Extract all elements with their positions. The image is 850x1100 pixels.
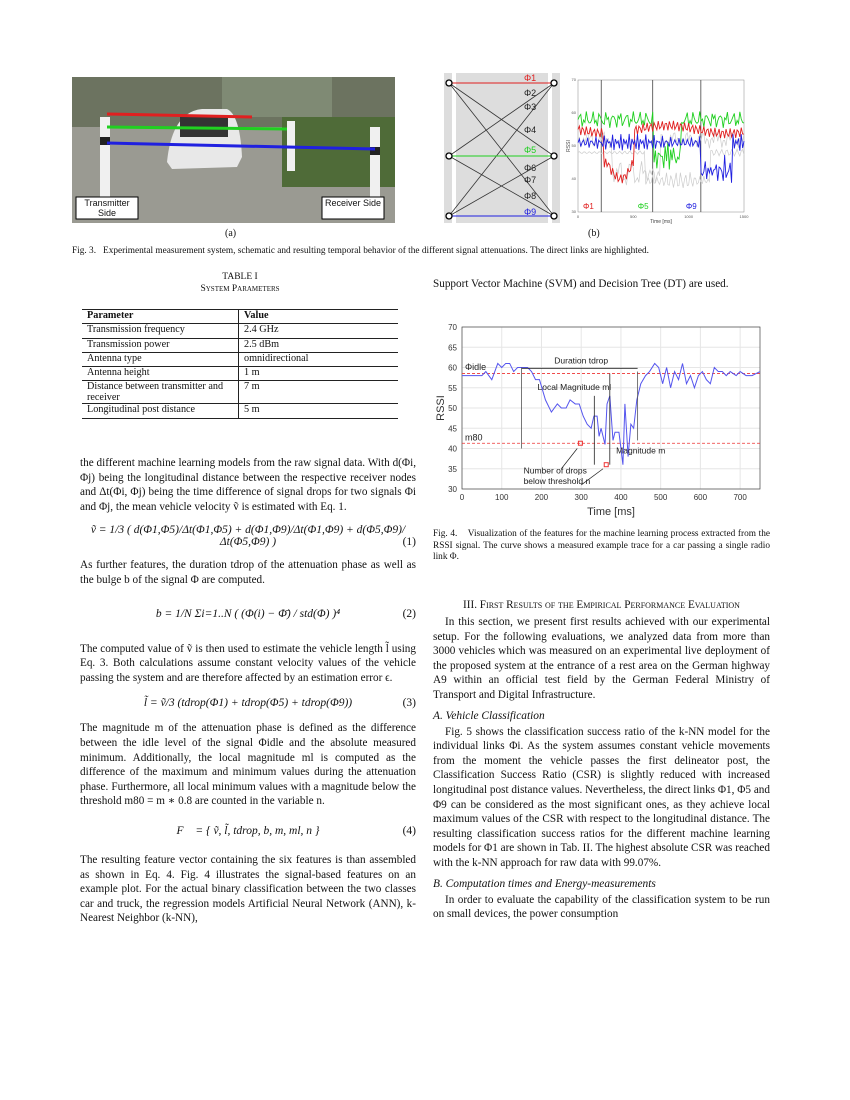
- x-tick-label: 200: [534, 493, 549, 502]
- header-parameter: Parameter: [82, 310, 239, 324]
- table-row: [82, 338, 398, 352]
- rssi-feature-plot: [430, 318, 770, 523]
- y-tick-label: 40: [571, 176, 576, 181]
- equation-3-body: l̃ = ṽ/3 (tdrop(Φ1) + tdrop(Φ5) + tdrop(Φ9)): [143, 697, 353, 710]
- cell-value: omnidirectional: [239, 352, 399, 366]
- x-tick-label: 1500: [739, 214, 749, 219]
- receiver-side-label: Receiver Side: [324, 198, 382, 208]
- m80-label: m80: [465, 432, 483, 443]
- link-label: Φ2: [524, 88, 537, 98]
- x-axis-label: Time [ms]: [587, 506, 635, 518]
- equation-number: (3): [402, 697, 416, 710]
- x-tick-label: 400: [614, 493, 628, 502]
- transmitter-side-label: Transmitter Side: [84, 198, 130, 218]
- x-tick-label: 1000: [684, 214, 694, 219]
- system-parameters-table: [82, 309, 398, 419]
- link-label: Φ5: [524, 145, 537, 155]
- y-tick-label: 30: [448, 485, 457, 494]
- cell-parameter: Antenna height: [82, 367, 239, 381]
- equation-number: (2): [402, 607, 416, 620]
- equation-4: [80, 825, 416, 837]
- x-tick-label: 0: [459, 493, 465, 502]
- fig4-caption-text: Visualization of the features for the machine learning process extracted from the RSSI signal. The curve shows a measured example trace for a car passing a single radio link Φ.: [433, 529, 770, 562]
- cell-value: 2.4 GHz: [239, 324, 399, 338]
- duration-label: Duration tdrop: [554, 355, 609, 366]
- link-label: Φ9: [524, 207, 537, 217]
- equation-3: [80, 697, 416, 709]
- paragraph: In order to evaluate the capability of the classification system to be run on small devices, the power consumption: [433, 893, 770, 921]
- cell-value: 7 m: [239, 381, 399, 404]
- table-caption: System Parameters: [200, 284, 280, 294]
- y-tick-label: 50: [448, 404, 457, 413]
- equation-4-body: F⃗ = { ṽ, l̃, tdrop, b, m, ml, n }: [176, 824, 320, 837]
- y-tick-label: 50: [571, 143, 576, 148]
- y-tick-label: 60: [448, 363, 457, 373]
- cell-parameter: Antenna type: [82, 352, 239, 366]
- equation-1: [80, 524, 416, 548]
- series-label: Φ9: [685, 202, 697, 211]
- link-label: Φ4: [524, 125, 537, 135]
- fig3-caption-text: Experimental measurement system, schematic and resulting temporal behavior of the different signal attenuations. The direct links are highlighted.: [103, 246, 649, 256]
- rssi-plot-fig3b: [566, 74, 756, 224]
- equation-2: [80, 608, 416, 620]
- table-row: [82, 324, 398, 338]
- table-header-row: [82, 310, 398, 324]
- subsection-heading: A. Vehicle Classification: [433, 709, 545, 722]
- y-tick-label: 30: [571, 209, 576, 214]
- paragraph: Support Vector Machine (SVM) and Decision Tree (DT) are used.: [433, 278, 729, 290]
- cell-parameter: Longitudinal post distance: [82, 404, 239, 418]
- x-axis-label: Time [ms]: [650, 219, 672, 224]
- equation-1-body: ṽ = 1/3 ( d(Φ1,Φ5)/Δt(Φ1,Φ5) + d(Φ1,Φ9)/Δt(Φ1,Φ9) + d(Φ5,Φ9)/Δt(Φ5,Φ9) ): [90, 524, 406, 549]
- fig3-caption-label: Fig. 3.: [72, 246, 97, 256]
- phi-idle-label: Φidle: [465, 361, 487, 372]
- magnitude-label: Magnitude m: [616, 445, 666, 456]
- subsection-heading: B. Computation times and Energy-measurements: [433, 877, 656, 890]
- cell-value: 1 m: [239, 367, 399, 381]
- link-label: Φ7: [524, 175, 537, 185]
- link-label: Φ1: [524, 73, 537, 83]
- equation-number: (1): [402, 536, 416, 549]
- y-tick-label: 40: [448, 444, 457, 454]
- paragraph: the different machine learning models from the raw signal data. With d(Φi, Φj) being the longitudinal distance between the respective receiver nodes and Δt(Φi, Φj) being the time difference of signal drops for two signals Φi and Φj, the mean vehicle velocity ṽ is estimated with Eq. 1.: [80, 457, 416, 513]
- x-tick-label: 100: [495, 493, 509, 502]
- equation-number: (4): [402, 824, 416, 837]
- paragraph: The computed value of ṽ is then used to estimate the vehicle length l̃ using Eq. 3. Both calculations assume constant velocity values of the vehicle passing the system and are therefore affected by an estimation error ϵ.: [80, 642, 416, 684]
- link-schematic: [444, 73, 560, 223]
- y-tick-label: 70: [571, 77, 576, 82]
- drops-label: Number of drops: [523, 465, 587, 476]
- paragraph: In this section, we present first results achieved with our experimental setup. For the following evaluations, we analyzed data from more than 3000 vehicles which was measured on an experimental live deployment of the proposed system at the entrance of a rest area on the German highway A9 within an official test field by the German Federal Ministry of Transport and Digital Infrastructure.: [433, 616, 770, 701]
- link-label: Φ8: [524, 191, 537, 201]
- x-tick-label: 600: [693, 493, 708, 502]
- rssi-trace: [462, 363, 760, 464]
- series-label: Φ5: [637, 202, 649, 211]
- paragraph: Fig. 5 shows the classification success ratio of the k-NN model for the individual links Φi. As the system assumes constant vehicle movements from the moment the vehicle passes the first delineator post, the Classification Success Ratio (CSR) is slightly reduced with increased longitudinal post distance values. Nevertheless, the direct links Φ1, Φ5 and Φ9 can be considered as the most significant ones, as they achieve local maximum values of the CSR with respect to the longitudinal distance. The resulting classification success ratios for the different machine learning models for Φ1 are shown in Tab. II. The highest absolute CSR was reached with the k-NN approach for raw data with 99.07%.: [433, 725, 770, 869]
- cell-parameter: Distance between transmitter and receiver: [82, 381, 239, 404]
- paragraph: The resulting feature vector containing the six features is than assembled as shown in Eq. 4. Fig. 4 illustrates the signal-based features on an example plot. For the actual binary classification between the two classes car and truck, the regression models Artificial Neural Network (ANN), k-Nearest Neighbor (k-NN),: [80, 853, 416, 925]
- y-tick-label: 55: [448, 383, 457, 393]
- x-tick-label: 500: [653, 493, 668, 502]
- subfig-b-label: (b): [588, 228, 600, 239]
- x-tick-label: 700: [733, 493, 747, 502]
- table-title: [80, 271, 400, 295]
- fig4-caption: [433, 529, 770, 564]
- y-tick-label: 65: [448, 343, 457, 353]
- y-tick-label: 35: [448, 464, 457, 474]
- drop-marker: [604, 463, 608, 467]
- link-label: Φ3: [524, 102, 537, 112]
- fig4-caption-label: Fig. 4.: [433, 529, 458, 539]
- y-tick-label: 70: [448, 323, 457, 332]
- fig3-caption: [72, 246, 792, 258]
- paragraph: The magnitude m of the attenuation phase is defined as the difference between the idle level of the signal Φidle and the absolute measured minimum. Additionally, the local magnitude ml is computed as the difference of the maximum and minimum values during the attenuation phase. Furthermore, all local minimum values with a magnitude below the threshold m80 = m ∗ 0.8 are counted in the variable n.: [80, 722, 416, 808]
- section-heading: III. First Results of the Empirical Performance Evaluation: [463, 599, 740, 611]
- table-row: [82, 367, 398, 381]
- y-tick-label: 45: [448, 424, 457, 434]
- local-magnitude-label: Local Magnitude ml: [537, 381, 612, 392]
- series-label: Φ1: [582, 202, 594, 211]
- table-number: TABLE I: [222, 272, 258, 282]
- cell-value: 2.5 dBm: [239, 338, 399, 352]
- y-axis-label: RSSI: [566, 140, 572, 152]
- cell-parameter: Transmission power: [82, 338, 239, 352]
- table-row: [82, 404, 398, 418]
- equation-2-body: b = 1/N Σi=1..N ( (Φ(i) − Φ̄) / std(Φ) )⁴: [155, 607, 341, 620]
- cell-value: 5 m: [239, 404, 399, 418]
- table-row: [82, 381, 398, 404]
- y-axis-label: RSSI: [435, 395, 447, 421]
- header-value: Value: [239, 310, 399, 324]
- drops-label-2: below threshold n: [523, 476, 591, 487]
- link-label: Φ6: [524, 163, 537, 173]
- y-tick-label: 60: [571, 110, 576, 115]
- table-row: [82, 352, 398, 366]
- x-tick-label: 500: [629, 214, 637, 219]
- x-tick-label: 0: [576, 214, 580, 219]
- subfig-a-label: (a): [225, 228, 237, 239]
- paragraph: As further features, the duration tdrop of the attenuation phase as well as the bulge b of the signal Φ are computed.: [80, 559, 416, 586]
- cell-parameter: Transmission frequency: [82, 324, 239, 338]
- x-tick-label: 300: [574, 493, 588, 502]
